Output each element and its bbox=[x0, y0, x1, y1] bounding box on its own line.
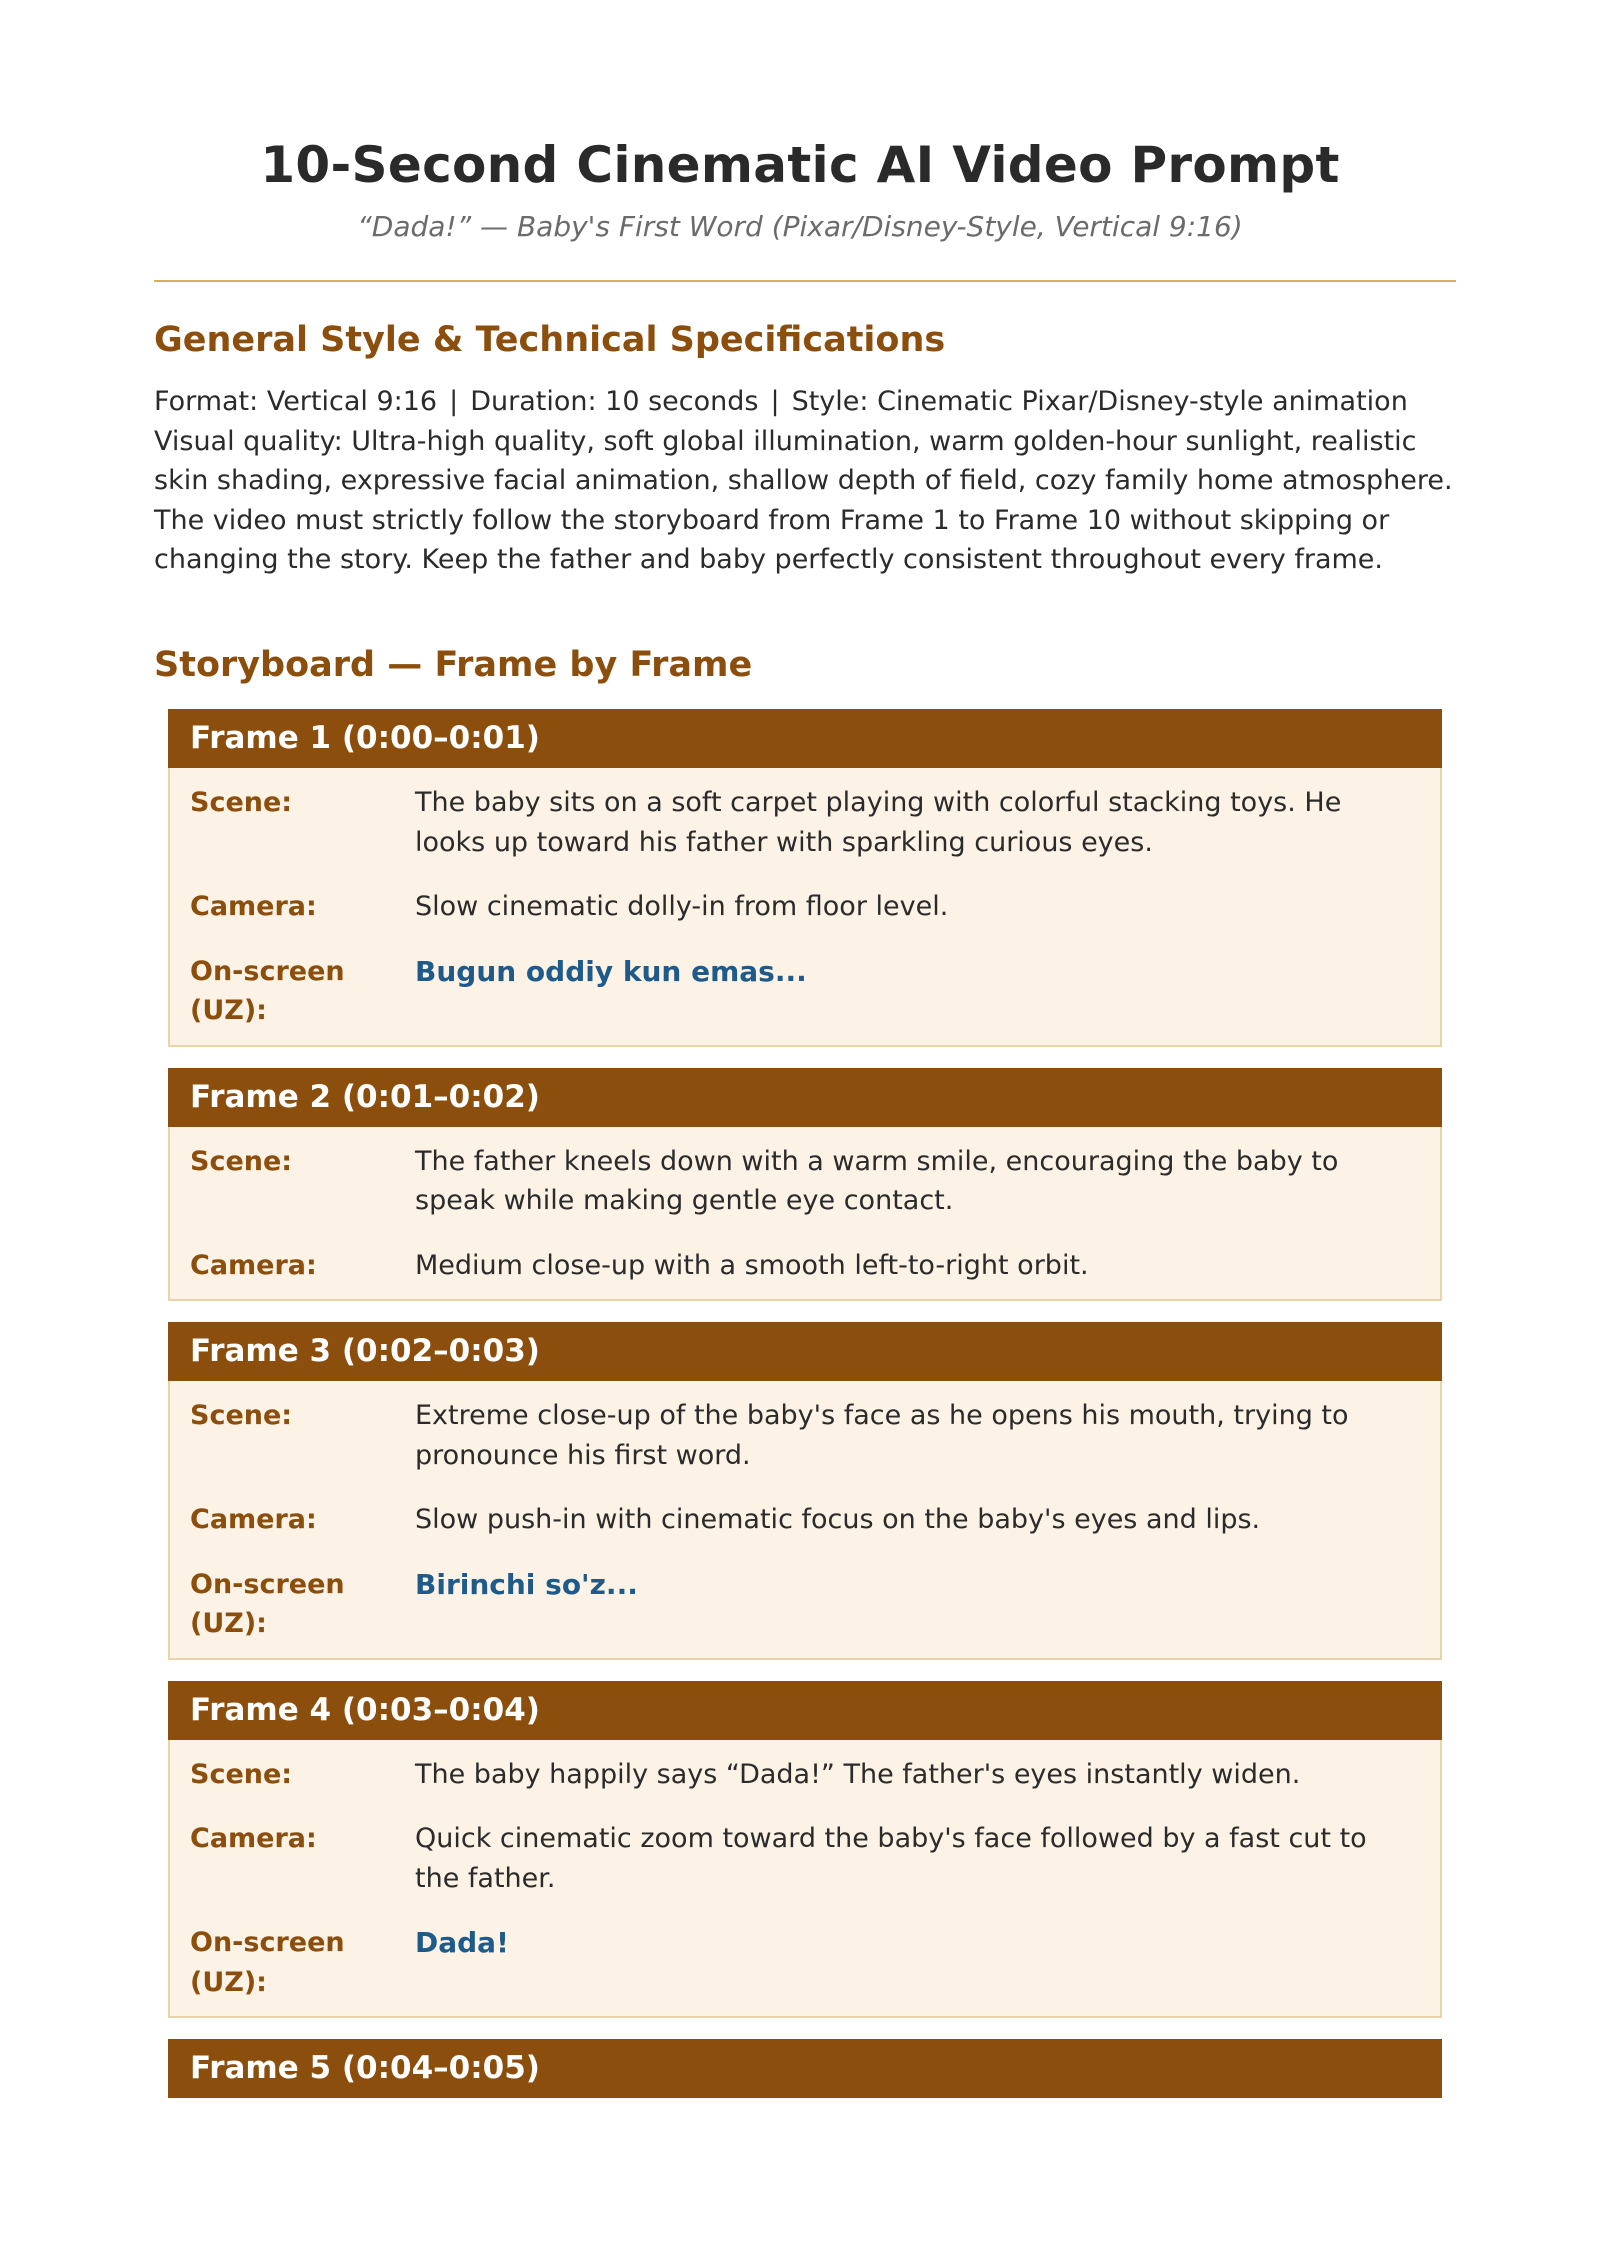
specs-format-line bbox=[154, 382, 1464, 422]
storyboard-frame-2 bbox=[168, 1068, 1442, 1302]
frame-title: Frame 3 (0:02–0:03) bbox=[168, 1322, 1442, 1381]
camera-label: Camera: bbox=[190, 1249, 317, 1281]
frame-onscreen-row bbox=[170, 1918, 1440, 2002]
frame-scene-row bbox=[170, 778, 1440, 882]
frame-title: Frame 5 (0:04–0:05) bbox=[168, 2039, 1442, 2098]
scene-label: Scene: bbox=[190, 1400, 293, 1431]
storyboard-frame-4 bbox=[168, 1681, 1442, 2019]
frame-scene-row bbox=[170, 1750, 1440, 1815]
storyboard-frames bbox=[168, 709, 1442, 2119]
storyboard-frame-3 bbox=[168, 1322, 1442, 1660]
section-heading-general-specs: General Style & Technical Specifications bbox=[154, 320, 946, 360]
frame-body bbox=[168, 1127, 1442, 1302]
frame-camera-row bbox=[170, 1814, 1440, 1918]
frame-camera-row bbox=[170, 1495, 1440, 1560]
frame-body bbox=[168, 1381, 1442, 1660]
camera-label: Camera: bbox=[190, 1504, 317, 1535]
scene-label: Scene: bbox=[190, 787, 293, 818]
onscreen-text: Dada! bbox=[415, 1926, 509, 1959]
scene-text: The baby happily says “Dada!” The father's eyes instantly widen. bbox=[415, 1758, 1301, 1790]
spec-separator: | bbox=[770, 386, 780, 417]
camera-text: Quick cinematic zoom toward the baby's face followed by a fast cut to the father. bbox=[415, 1823, 1367, 1894]
camera-text: Medium close-up with a smooth left-to-right orbit. bbox=[415, 1249, 1089, 1281]
scene-text: Extreme close-up of the baby's face as he opens his mouth, trying to pronounce his first word. bbox=[415, 1400, 1349, 1471]
onscreen-label: On-screen (UZ): bbox=[190, 1927, 345, 1998]
frame-camera-row bbox=[170, 1241, 1440, 1286]
title-divider bbox=[154, 280, 1456, 282]
frame-body bbox=[168, 768, 1442, 1047]
spec-duration: Duration: 10 seconds bbox=[470, 386, 759, 417]
frame-onscreen-row bbox=[170, 947, 1440, 1031]
frame-onscreen-row bbox=[170, 1560, 1440, 1644]
document-subtitle: “Dada!” — Baby's First Word (Pixar/Disney-Style, Vertical 9:16) bbox=[357, 210, 1243, 243]
spec-instructions: The video must strictly follow the storyboard from Frame 1 to Frame 10 without skipping or changing the story. Keep the father and baby perfectly consistent throughout every frame. bbox=[154, 504, 1390, 575]
spec-format: Format: Vertical 9:16 bbox=[154, 386, 438, 417]
camera-text: Slow cinematic dolly-in from floor level. bbox=[415, 891, 949, 922]
frame-body bbox=[168, 1740, 1442, 2019]
frame-scene-row bbox=[170, 1391, 1440, 1495]
onscreen-label: On-screen (UZ): bbox=[190, 955, 345, 1026]
scene-label: Scene: bbox=[190, 1758, 293, 1790]
camera-label: Camera: bbox=[190, 891, 317, 922]
frame-title: Frame 2 (0:01–0:02) bbox=[168, 1068, 1442, 1127]
camera-label: Camera: bbox=[190, 1823, 317, 1854]
storyboard-frame-1 bbox=[168, 709, 1442, 1047]
spec-separator: | bbox=[449, 386, 459, 417]
camera-text: Slow push-in with cinematic focus on the baby's eyes and lips. bbox=[415, 1504, 1261, 1535]
document-title: 10-Second Cinematic AI Video Prompt bbox=[260, 136, 1340, 194]
scene-text: The father kneels down with a warm smile, encouraging the baby to speak while making gentle eye contact. bbox=[415, 1145, 1339, 1216]
onscreen-label: On-screen (UZ): bbox=[190, 1568, 345, 1639]
frame-camera-row bbox=[170, 882, 1440, 947]
scene-label: Scene: bbox=[190, 1145, 293, 1177]
frame-scene-row bbox=[170, 1137, 1440, 1241]
spec-visual-quality: Visual quality: Ultra-high quality, soft global illumination, warm golden-hour sunlight, realistic skin shading, expressive facial animation, shallow depth of field, cozy family home atmosphere. bbox=[154, 425, 1453, 496]
onscreen-text: Birinchi so'z... bbox=[415, 1567, 638, 1601]
section-heading-storyboard: Storyboard — Frame by Frame bbox=[154, 645, 753, 685]
general-specs-text bbox=[154, 382, 1464, 580]
scene-text: The baby sits on a soft carpet playing with colorful stacking toys. He looks up toward his father with sparkling curious eyes. bbox=[415, 787, 1342, 858]
onscreen-text: Bugun oddiy kun emas... bbox=[415, 954, 807, 988]
spec-style: Style: Cinematic Pixar/Disney-style animation bbox=[791, 386, 1408, 417]
frame-title: Frame 1 (0:00–0:01) bbox=[168, 709, 1442, 768]
frame-title: Frame 4 (0:03–0:04) bbox=[168, 1681, 1442, 1740]
storyboard-frame-5 bbox=[168, 2039, 1442, 2098]
